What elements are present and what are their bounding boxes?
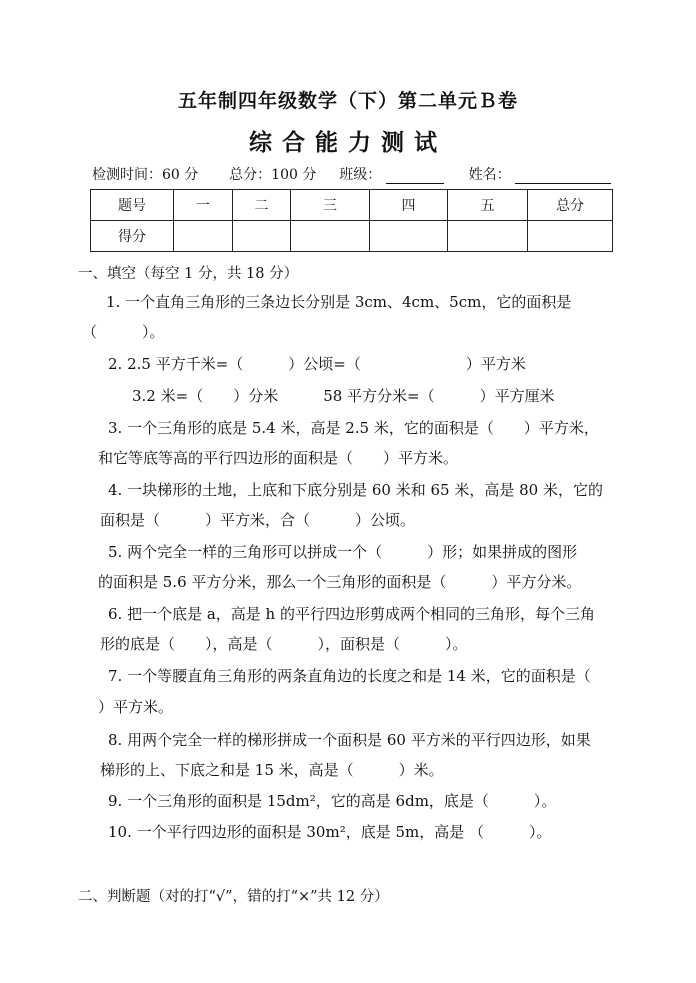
score-table-header-row	[91, 190, 613, 221]
score-table-cell: 三	[291, 190, 370, 221]
score-blank-cell[interactable]	[233, 221, 291, 252]
question-line: 面积是（ ）平方米，合（ ）公顷。	[100, 511, 416, 529]
score-table-cell: 四	[370, 190, 448, 221]
question-line: 形的底是（ ），高是（ ），面积是（ ）。	[100, 635, 468, 653]
question-line: 5. 两个完全一样的三角形可以拼成一个（ ）形；如果拼成的图形	[108, 543, 578, 561]
question-line: 10. 一个平行四边形的面积是 30m²，底是 5m，高是 （ ）。	[108, 823, 552, 841]
score-table-cell: 一	[174, 190, 233, 221]
score-blank-cell[interactable]	[370, 221, 448, 252]
question-line: 9. 一个三角形的面积是 15dm²，它的高是 6dm，底是（ ）。	[108, 792, 557, 810]
name-blank[interactable]	[515, 169, 611, 184]
question-line: 6. 把一个底是 a，高是 h 的平行四边形剪成两个相同的三角形，每个三角	[108, 605, 595, 623]
score-table-cell: 五	[448, 190, 528, 221]
question-line: 8. 用两个完全一样的梯形拼成一个面积是 60 平方米的平行四边形，如果	[108, 731, 591, 749]
score-blank-cell[interactable]	[448, 221, 528, 252]
score-table-cell: 二	[233, 190, 291, 221]
class-label: 班级：	[339, 167, 382, 183]
section-heading: 一、填空（每空 1 分，共 18 分）	[78, 266, 299, 282]
question-line: ）平方米。	[98, 698, 174, 716]
question-line: 2. 2.5 平方千米=（ ）公顷=（ ）平方米	[108, 355, 526, 373]
time-label: 检测时间：60 分	[92, 167, 199, 183]
class-blank[interactable]	[386, 169, 444, 184]
question-line: 7. 一个等腰直角三角形的两条直角边的长度之和是 14 米，它的面积是（	[108, 667, 591, 685]
question-line: 和它等底等高的平行四边形的面积是（ ）平方米。	[98, 449, 459, 467]
question-line: 3. 一个三角形的底是 5.4 米，高是 2.5 米，它的面积是（ ）平方米，	[108, 419, 599, 437]
question-line: 的面积是 5.6 平方分米，那么一个三角形的面积是（ ）平方分米。	[98, 573, 582, 591]
score-table-cell: 题号	[91, 190, 174, 221]
section-heading: 二、判断题（对的打“√”，错的打“×”共 12 分）	[78, 889, 389, 905]
question-line: （ ）。	[82, 323, 165, 341]
total-score-label: 总分：100 分	[229, 167, 317, 183]
question-line: 1. 一个直角三角形的三条边长分别是 3cm、4cm、5cm，它的面积是	[106, 293, 572, 311]
name-label: 姓名：	[468, 167, 511, 183]
score-blank-cell[interactable]	[174, 221, 233, 252]
question-line: 梯形的上、下底之和是 15 米，高是（ ）米。	[100, 761, 444, 779]
question-line: 4. 一块梯形的土地，上底和下底分别是 60 米和 65 米，高是 80 米，它的	[108, 481, 603, 499]
score-table-cell: 得分	[91, 221, 174, 252]
score-blank-cell[interactable]	[528, 221, 613, 252]
score-table	[90, 189, 613, 252]
score-blank-cell[interactable]	[291, 221, 370, 252]
exam-subtitle: 综合能力测试	[249, 129, 447, 156]
score-table-cell: 总分	[528, 190, 613, 221]
exam-title: 五年制四年级数学（下）第二单元Ｂ卷	[177, 90, 518, 112]
score-table-score-row	[91, 221, 613, 252]
question-line: 3.2 米=（ ）分米 58 平方分米=（ ）平方厘米	[132, 387, 555, 405]
exam-info-row	[92, 164, 611, 184]
